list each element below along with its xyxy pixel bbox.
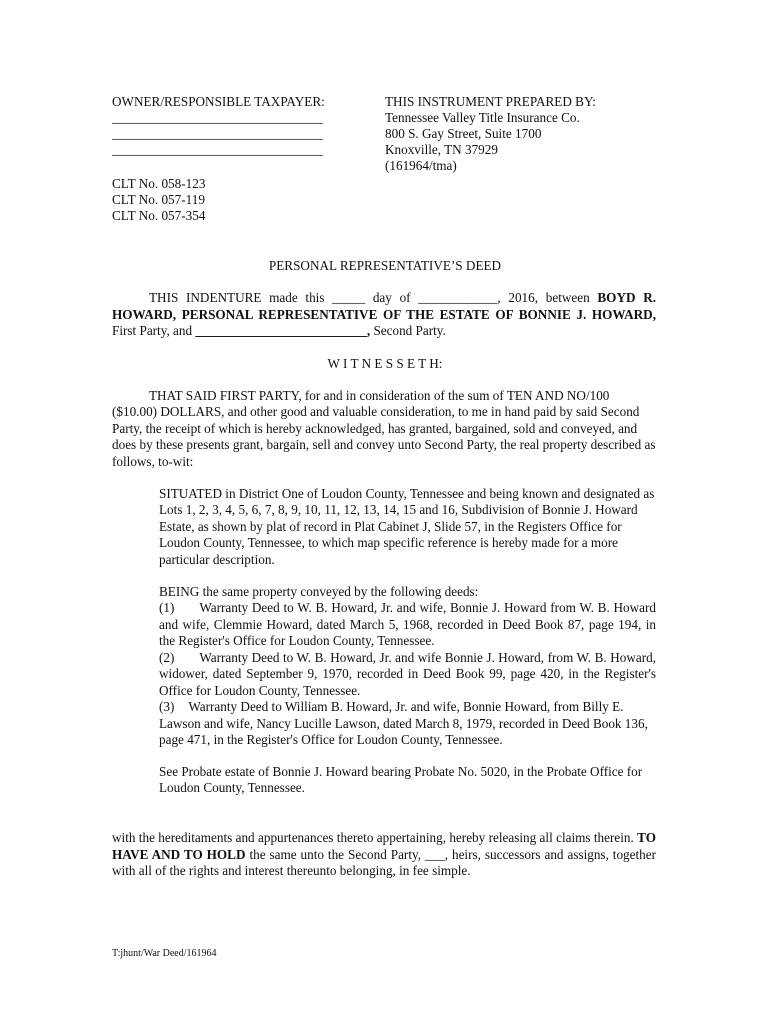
prepared-company: Tennessee Valley Title Insurance Co. [385, 110, 580, 125]
clt-number-2: CLT No. 057-119 [112, 192, 205, 207]
consideration-paragraph: THAT SAID FIRST PARTY, for and in consideration of the sum of TEN AND NO/100 ($10.00) DOLLARS, and other good and valuable consideration, to me in hand paid by said Second Party, the receipt of which is hereby acknowledged, has granted, bargained, sold and conveyed, and does by these presents grant, bargain, sell and convey unto Second Party, the real property described as follows, to-wit: [112, 388, 656, 469]
prepared-ref: (161964/tma) [385, 158, 457, 173]
deed-title: PERSONAL REPRESENTATIVE’S DEED [268, 258, 502, 273]
owner-line-2: ________________________________ [112, 126, 323, 141]
habendum-text-2: the same unto the Second Party, ___, heirs, successors and assigns, together with all of the rights and interest thereunto belonging, in fee simple. [112, 846, 657, 878]
situated-paragraph: SITUATED in District One of Loudon County, Tennessee and being known and designated as Lots 1, 2, 3, 4, 5, 6, 7, 8, 9, 10, 11, 12, 13, 14, 15 and 16, Subdivision of Bonnie J. Howard Estate, as shown by plat of record in Plat Cabinet J, Slide 57, in the Registers Office for Loudon County, Tennessee, to which map specific reference is hereby made for a more particular description. [159, 486, 655, 567]
owner-line-3: ________________________________ [112, 142, 323, 157]
deed-item-number: (3) [159, 699, 175, 715]
indenture-text-2: First Party, and [112, 323, 196, 338]
being-block [159, 584, 656, 749]
deed-item-number: (1) [159, 600, 175, 616]
habendum-text-1: with the hereditaments and appurtenances thereto appertaining, hereby releasing all claims therein. [112, 830, 638, 845]
deed-item-2 [159, 650, 656, 700]
probate-paragraph: See Probate estate of Bonnie J. Howard bearing Probate No. 5020, in the Probate Office for Loudon County, Tennessee. [159, 764, 643, 796]
prepared-street: 800 S. Gay Street, Suite 1700 [385, 126, 542, 141]
owner-label: OWNER/RESPONSIBLE TAXPAYER: [112, 94, 325, 109]
deed-item-3 [159, 699, 656, 748]
deed-item-text: Warranty Deed to W. B. Howard, Jr. and wife, Bonnie J. Howard from W. B. Howard and wife, Clemmie Howard, dated March 5, 1968, recorded in Deed Book 87, page 194, in the Register's Office for Loudon County, Tennessee. [159, 600, 656, 649]
prepared-label: THIS INSTRUMENT PREPARED BY: [385, 94, 596, 109]
clt-number-3: CLT No. 057-354 [112, 208, 206, 223]
indenture-paragraph [112, 290, 656, 340]
to-have-and-to-hold: TO HAVE AND TO HOLD [112, 830, 656, 862]
first-party-name: BOYD R. HOWARD, PERSONAL REPRESENTATIVE OF THE ESTATE OF BONNIE J. HOWARD, [112, 290, 657, 322]
second-party-blank: __________________________, [195, 323, 371, 338]
deed-item-text: Warranty Deed to W. B. Howard, Jr. and wife Bonnie J. Howard, from W. B. Howard, widower, dated September 9, 1970, recorded in Deed Book 99, page 420, in the Register's Office for Loudon County, Tennessee. [159, 649, 656, 698]
file-path-footer: T:jhunt/War Deed/161964 [112, 948, 217, 959]
deed-item-text: Warranty Deed to William B. Howard, Jr. and wife, Bonnie Howard, from Billy E. Lawson and wife, Nancy Lucille Lawson, dated March 8, 1979, recorded in Deed Book 136, page 471, in the Register's Office for Loudon County, Tennessee. [159, 699, 648, 748]
owner-line-1: ________________________________ [112, 110, 323, 125]
being-intro: BEING the same property conveyed by the following deeds: [159, 584, 479, 599]
prepared-city: Knoxville, TN 37929 [385, 142, 498, 157]
clt-number-1: CLT No. 058-123 [112, 176, 206, 191]
habendum-paragraph [112, 830, 656, 880]
deed-item-number: (2) [159, 649, 175, 665]
witnesseth-heading: W I T N E S S E T H: [327, 356, 443, 371]
indenture-text-3: Second Party. [370, 323, 446, 338]
indenture-text-1: THIS INDENTURE made this _____ day of ____________, 2016, between [149, 290, 598, 305]
deed-item-1 [159, 600, 656, 650]
